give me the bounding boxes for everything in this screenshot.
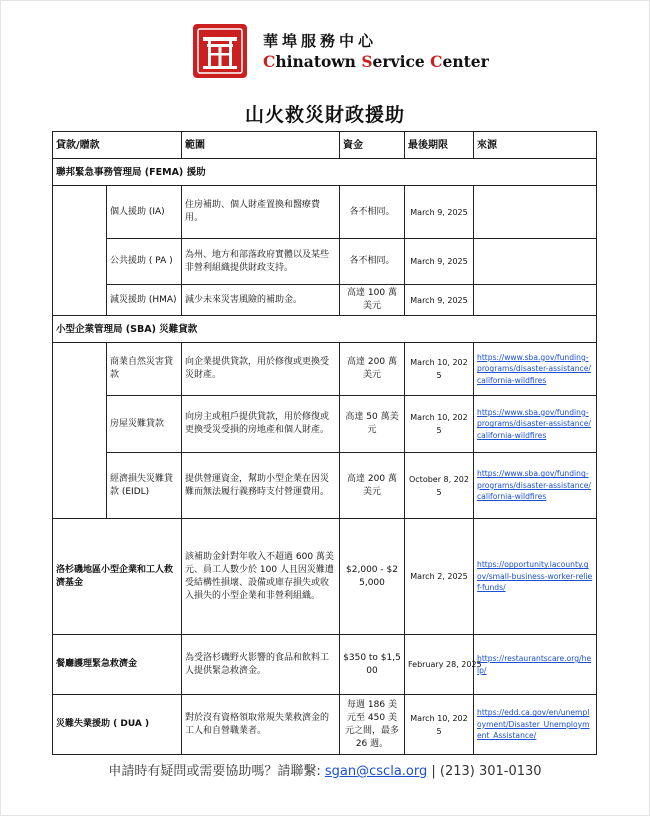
table-row [53, 239, 597, 285]
aid-deadline: March 9, 2025 [405, 186, 474, 239]
aid-source-link[interactable]: https://restaurantscare.org/help/ [474, 635, 597, 695]
aid-source-link[interactable]: https://www.sba.gov/funding-programs/disaster-assistance/california-wildfires [474, 453, 597, 519]
table-header-row [53, 132, 597, 159]
aid-deadline: March 2, 2025 [405, 519, 474, 635]
table-row [53, 285, 597, 316]
org-logo [193, 24, 489, 80]
contact-footer [0, 760, 650, 779]
aid-source [474, 186, 597, 239]
aid-name: 減災援助 (HMA) [107, 285, 182, 316]
aid-name: 經濟損失災難貸款 (EIDL) [107, 453, 182, 519]
aid-deadline: October 8, 2025 [405, 453, 474, 519]
aid-name: 洛杉磯地區小型企業和工人救濟基金 [53, 519, 182, 635]
blank-indent-cell [53, 343, 107, 519]
aid-scope: 減少未來災害風險的補助金。 [182, 285, 340, 316]
aid-funding: $350 to $1,500 [340, 635, 405, 695]
aid-source-link[interactable]: https://www.sba.gov/funding-programs/disaster-assistance/california-wildfires [474, 343, 597, 396]
aid-source-link[interactable]: https://opportunity.lacounty.gov/small-business-worker-relief-funds/ [474, 519, 597, 635]
aid-name: 公共援助 ( PA ) [107, 239, 182, 285]
table-row [53, 695, 597, 755]
contact-phone: (213) 301-0130 [439, 764, 542, 779]
aid-funding: 高達 50 萬美元 [340, 396, 405, 453]
column-header-funding: 資金 [340, 132, 405, 159]
aid-scope: 提供營運資金，幫助小型企業在因災難而無法履行義務時支付營運費用。 [182, 453, 340, 519]
aid-deadline: March 9, 2025 [405, 285, 474, 316]
column-header-loan: 貸款/贈款 [53, 132, 182, 159]
aid-scope: 該補助金針對年收入不超過 600 萬美元、員工人數少於 100 人且因災難遭受結構性損壞、設備或庫存損失或收入損失的小型企業和非營利組織。 [182, 519, 340, 635]
aid-name: 個人援助 (IA) [107, 186, 182, 239]
org-name-en: Chinatown Service Center [263, 52, 489, 71]
section-title-sba: 小型企業管理局 (SBA) 災難貸款 [53, 316, 597, 343]
column-header-deadline: 最後期限 [405, 132, 474, 159]
aid-scope: 向房主或租戶提供貸款，用於修復或更換受災受損的房地產和個人財產。 [182, 396, 340, 453]
aid-table [52, 131, 597, 755]
aid-funding: 各不相同。 [340, 186, 405, 239]
aid-deadline: March 10, 2025 [405, 343, 474, 396]
aid-funding: 高達 200 萬美元 [340, 453, 405, 519]
table-row [53, 635, 597, 695]
document-title: 山火救災財政援助 [244, 104, 405, 126]
aid-scope: 向企業提供貸款，用於修復或更換受災財產。 [182, 343, 340, 396]
aid-deadline: March 9, 2025 [405, 239, 474, 285]
aid-funding: 高達 200 萬美元 [340, 343, 405, 396]
aid-source-link[interactable]: https://edd.ca.gov/en/unemployment/Disaster_Unemployment_Assistance/ [474, 695, 597, 755]
table-row [53, 396, 597, 453]
contact-prompt: 申請時有疑問或需要協助嗎？請聯繫: [108, 764, 325, 779]
aid-funding: 每週 186 美元至 450 美元之間，最多 26 週。 [340, 695, 405, 755]
aid-name: 餐廳護理緊急救濟金 [53, 635, 182, 695]
aid-source [474, 239, 597, 285]
table-row [53, 453, 597, 519]
contact-email-link[interactable]: sgan@cscla.org [324, 764, 428, 779]
aid-scope: 對於沒有資格領取常規失業救濟金的工人和自營職業者。 [182, 695, 340, 755]
aid-funding: 高達 100 萬美元 [340, 285, 405, 316]
aid-source [474, 285, 597, 316]
table-row [53, 343, 597, 396]
aid-deadline: March 10, 2025 [405, 396, 474, 453]
column-header-scope: 範圍 [182, 132, 340, 159]
table-row [53, 519, 597, 635]
org-name-cn: 華埠服務中心 [263, 32, 378, 50]
aid-name: 商業自然災害貸款 [107, 343, 182, 396]
aid-deadline: February 28, 2025 [405, 635, 474, 695]
section-title-fema: 聯邦緊急事務管理局 (FEMA) 援助 [53, 159, 597, 186]
aid-source-link[interactable]: https://www.sba.gov/funding-programs/disaster-assistance/california-wildfires [474, 396, 597, 453]
column-header-source: 來源 [474, 132, 597, 159]
blank-indent-cell [53, 186, 107, 316]
section-row-fema [53, 159, 597, 186]
aid-scope: 為州、地方和部落政府實體以及某些非營利組織提供財政支持。 [182, 239, 340, 285]
contact-separator: | [427, 764, 440, 779]
aid-name: 房屋災難貸款 [107, 396, 182, 453]
org-logo-icon [193, 24, 247, 78]
aid-funding: 各不相同。 [340, 239, 405, 285]
aid-scope: 住房補助、個人財產置換和醫療費用。 [182, 186, 340, 239]
aid-deadline: March 10, 2025 [405, 695, 474, 755]
aid-name: 災難失業援助 ( DUA ) [53, 695, 182, 755]
aid-funding: $2,000 - $25,000 [340, 519, 405, 635]
aid-scope: 為受洛杉磯野火影響的食品和飲料工人提供緊急救濟金。 [182, 635, 340, 695]
section-row-sba [53, 316, 597, 343]
table-row [53, 186, 597, 239]
